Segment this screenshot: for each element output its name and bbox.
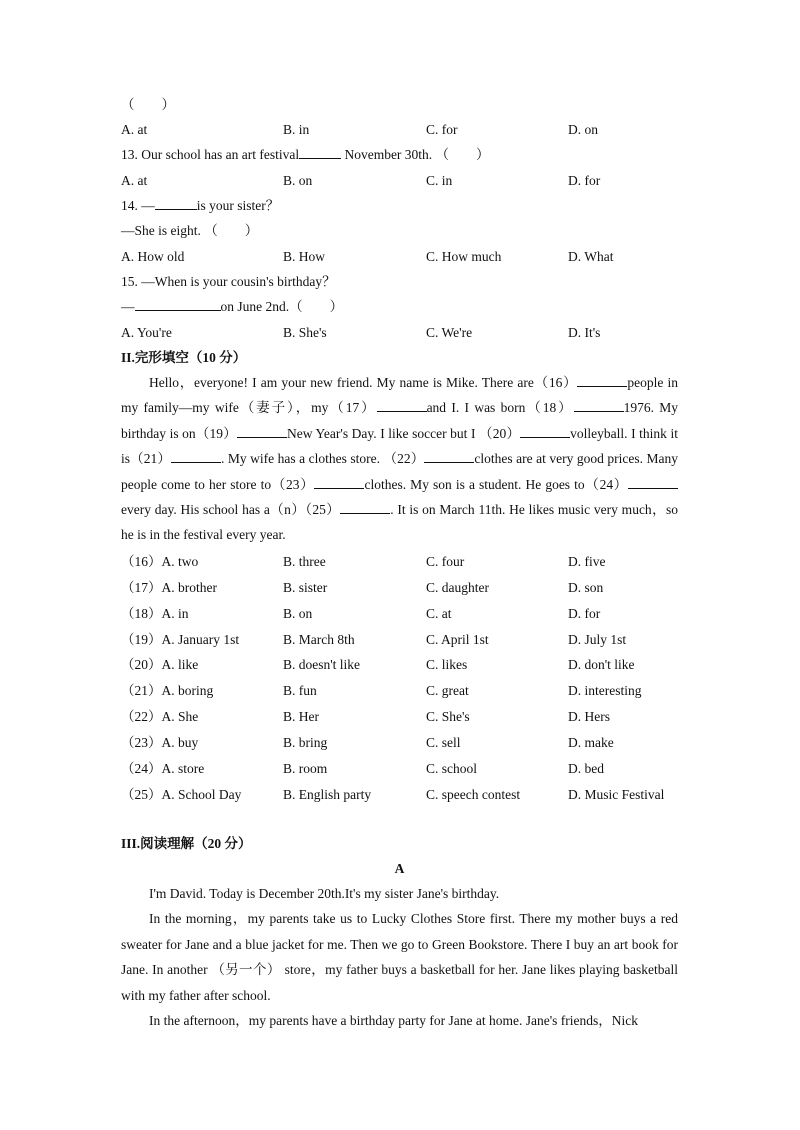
answer-blank	[314, 476, 364, 489]
q15-reply-dash: —	[121, 299, 135, 314]
reading-paragraph-2: In the morning，my parents take us to Lucky Clothes Store first. There my mother buys a red sweater for Jane and a blue jacket for me. Then we go to Green Bookstore. There I buy an art book for Jane. In another （另一个） store，my father buys a basketball for her. Jane likes playing basketball with my father after school.	[121, 911, 678, 1003]
q15-option-a: A. You're	[121, 325, 172, 340]
q15-option-c: C. We're	[426, 325, 473, 340]
q13-stem-text: 13. Our school has an art festival	[121, 147, 300, 162]
cloze-17-option-c: C. daughter	[426, 580, 489, 595]
cloze-17-option-d: D. son	[568, 580, 604, 595]
cloze-20-option-a: （20）A. like	[121, 657, 199, 672]
cloze-24-option-a: （24）A. store	[121, 761, 205, 776]
passage-text: and I. I was born（18）	[426, 400, 574, 416]
answer-blank	[577, 374, 627, 387]
cloze-22-option-d: D. Hers	[568, 709, 610, 724]
cloze-18-option-c: C. at	[426, 606, 452, 621]
answer-blank	[520, 425, 570, 438]
cloze-21-option-b: B. fun	[283, 683, 317, 698]
section-heading-reading: III.阅读理解（20 分）	[121, 836, 252, 851]
cloze-21-option-c: C. great	[426, 683, 469, 698]
q12-option-d: D. on	[568, 122, 598, 137]
cloze-23-option-b: B. bring	[283, 735, 328, 750]
cloze-24-option-d: D. bed	[568, 761, 604, 776]
cloze-18-option-a: （18）A. in	[121, 606, 189, 621]
cloze-21-option-a: （21）A. boring	[121, 683, 214, 698]
cloze-19-option-d: D. July 1st	[568, 632, 627, 647]
cloze-25-option-d: D. Music Festival	[568, 787, 665, 802]
passage-text: clothes. My son is a student. He goes to（24）	[364, 476, 628, 492]
q15-option-b: B. She's	[283, 325, 327, 340]
q14-stem-tail: is your sister？	[196, 198, 280, 213]
cloze-17-option-a: （17）A. brother	[121, 580, 217, 595]
cloze-16-option-a: （16）A. two	[121, 554, 199, 569]
answer-blank	[237, 425, 287, 438]
answer-blank	[340, 501, 390, 514]
q13-option-c: C. in	[426, 173, 453, 188]
answer-blank	[574, 399, 624, 412]
cloze-24-option-c: C. school	[426, 761, 478, 776]
cloze-25-option-a: （25）A. School Day	[121, 787, 242, 802]
section-heading-cloze: II.完形填空（10 分）	[121, 350, 247, 365]
passage-label: A	[394, 861, 405, 876]
cloze-21-option-d: D. interesting	[568, 683, 642, 698]
passage-text: people in my family—my wife（妻子），my（17）	[121, 375, 678, 416]
cloze-16-option-b: B. three	[283, 554, 326, 569]
cloze-22-option-a: （22）A. She	[121, 709, 199, 724]
q14-option-a: A. How old	[121, 249, 185, 264]
cloze-18-option-d: D. for	[568, 606, 601, 621]
answer-blank	[377, 399, 427, 412]
q14-stem-text: 14. —	[121, 198, 155, 213]
q14-reply: —She is eight. （ ）	[121, 223, 259, 238]
cloze-25-option-c: C. speech contest	[426, 787, 521, 802]
answer-blank	[299, 146, 341, 159]
passage-text: volleyball. I think it is（21）	[121, 425, 678, 467]
q15-reply	[121, 298, 681, 316]
q12-option-b: B. in	[283, 122, 310, 137]
cloze-23-option-d: D. make	[568, 735, 614, 750]
q13-option-d: D. for	[568, 173, 601, 188]
cloze-25-option-b: B. English party	[283, 787, 372, 802]
q13-option-b: B. on	[283, 173, 313, 188]
passage-text: clothes are at very good prices. Many people come to her store to（23）	[121, 451, 678, 492]
cloze-passage	[121, 370, 678, 548]
passage-text: every day. His school has a（n）（25）	[121, 502, 341, 518]
q15-stem: 15. —When is your cousin's birthday？	[121, 274, 336, 289]
passage-text: Hello，everyone! I am your new friend. My name is Mike. There are（16）	[149, 375, 578, 390]
answer-blank	[171, 450, 221, 463]
q12-option-c: C. for	[426, 122, 458, 137]
cloze-17-option-b: B. sister	[283, 580, 328, 595]
q13-stem-tail: November 30th. （ ）	[341, 147, 490, 162]
cloze-22-option-c: C. She's	[426, 709, 470, 724]
answer-blank	[155, 197, 197, 210]
cloze-16-option-c: C. four	[426, 554, 465, 569]
q14-stem	[121, 197, 681, 215]
q12-option-a: A. at	[121, 122, 148, 137]
passage-text: . It is on March 11th. He likes music very much，so he is in the festival every year.	[121, 502, 678, 543]
q14-option-c: C. How much	[426, 249, 502, 264]
q12-answer-paren: （ ）	[121, 97, 175, 112]
passage-text: 1976. My birthday is on（19）	[121, 400, 678, 441]
cloze-16-option-d: D. five	[568, 554, 606, 569]
cloze-19-option-a: （19）A. January 1st	[121, 632, 240, 647]
passage-text: New Year's Day. I like soccer but I （20）	[286, 425, 521, 441]
cloze-23-option-c: C. sell	[426, 735, 461, 750]
q14-option-b: B. How	[283, 249, 326, 264]
q13-stem	[121, 146, 681, 164]
reading-passage	[121, 881, 678, 1033]
reading-paragraph-3: In the afternoon，my parents have a birthday party for Jane at home. Jane's friends，Nick	[149, 1013, 639, 1029]
reading-paragraph-1: I'm David. Today is December 20th.It's my sister Jane's birthday.	[149, 886, 500, 901]
cloze-19-option-b: B. March 8th	[283, 632, 355, 647]
cloze-19-option-c: C. April 1st	[426, 632, 489, 647]
cloze-20-option-d: D. don't like	[568, 657, 635, 672]
q14-option-d: D. What	[568, 249, 614, 264]
cloze-23-option-a: （23）A. buy	[121, 735, 199, 750]
q13-option-a: A. at	[121, 173, 148, 188]
cloze-24-option-b: B. room	[283, 761, 328, 776]
answer-blank	[424, 450, 474, 463]
passage-text: . My wife has a clothes store. （22）	[221, 451, 425, 467]
q15-reply-tail: on June 2nd.（ ）	[220, 299, 344, 314]
q15-option-d: D. It's	[568, 325, 601, 340]
cloze-20-option-c: C. likes	[426, 657, 468, 672]
answer-blank	[628, 476, 678, 489]
cloze-18-option-b: B. on	[283, 606, 313, 621]
cloze-22-option-b: B. Her	[283, 709, 319, 724]
cloze-20-option-b: B. doesn't like	[283, 657, 361, 672]
answer-blank	[135, 298, 221, 311]
